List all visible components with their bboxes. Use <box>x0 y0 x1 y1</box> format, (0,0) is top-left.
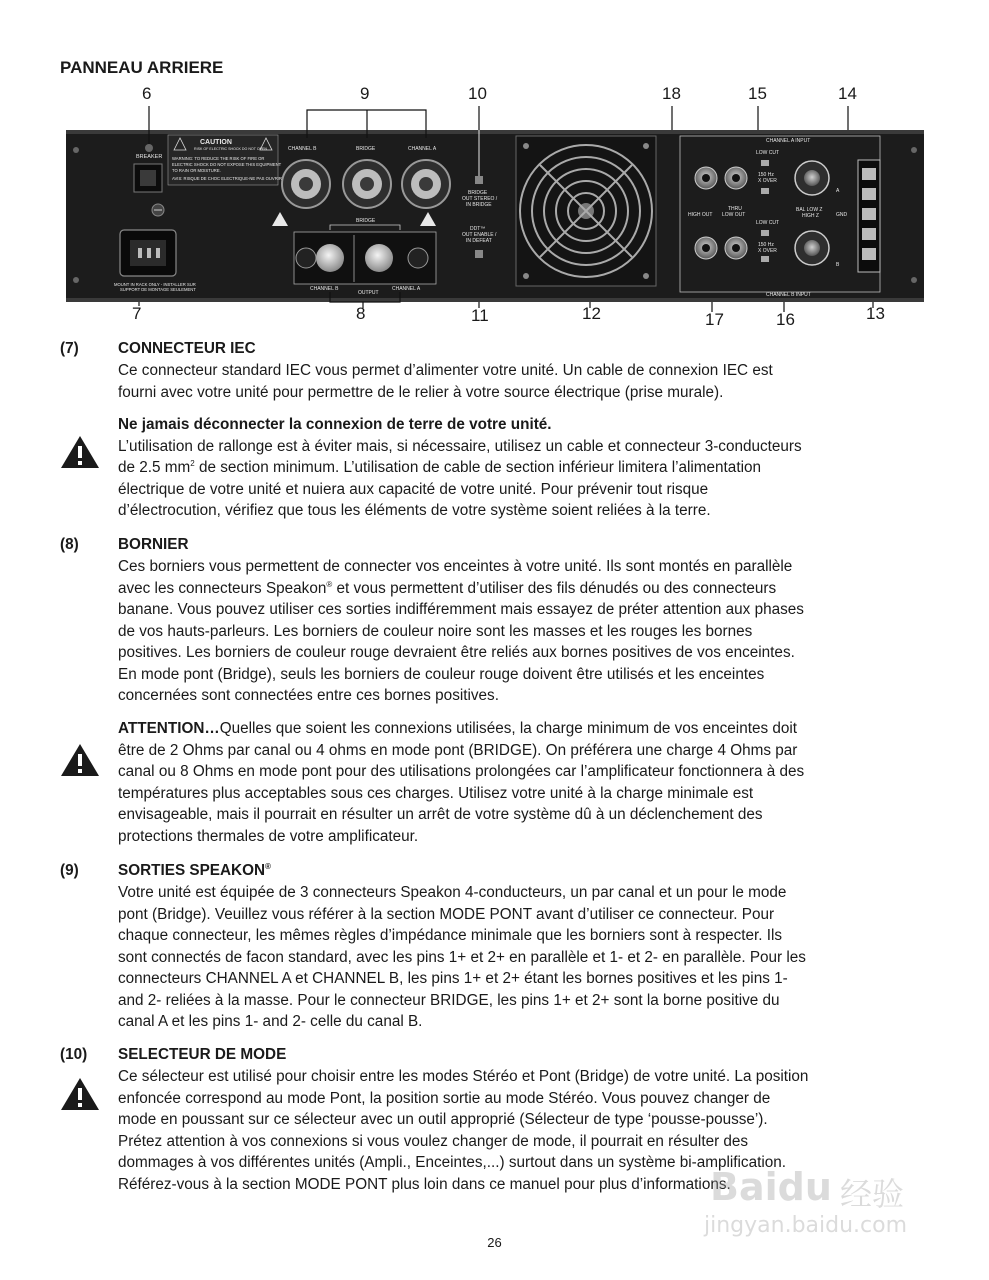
svg-text:B: B <box>836 262 840 268</box>
svg-text:CHANNEL B: CHANNEL B <box>288 146 317 152</box>
section-number: (9) <box>60 862 79 879</box>
svg-text:IN DEFEAT: IN DEFEAT <box>466 238 492 244</box>
bridge-mode-switch <box>475 176 483 184</box>
svg-text:CHANNEL B: CHANNEL B <box>310 286 339 292</box>
svg-text:LOW CUT: LOW CUT <box>756 220 780 226</box>
svg-text:CHANNEL A INPUT: CHANNEL A INPUT <box>766 138 811 144</box>
svg-text:X OVER: X OVER <box>758 178 777 184</box>
svg-text:DDT™: DDT™ <box>470 226 486 232</box>
svg-text:OUTPUT: OUTPUT <box>358 290 379 296</box>
speakon-channel-a <box>402 160 450 208</box>
svg-text:HIGH Z: HIGH Z <box>802 213 819 219</box>
terminal-strip <box>858 160 880 272</box>
section-body: Ces borniers vous permettent de connecter vos enceintes à votre unité. Ils sont montés en parallèle avec les connecteurs Speakon® et vous permettent d’utiliser des fils dénudés ou des connecteurs banane. Vous pouvez utiliser ces sorties indifféremment mais essayez de préter attention aux phases de vos hauts-parleurs. Les borniers de couleur noire sont les masses et les rouges les bornes positives. Les borniers de couleur rouge devraient être reliés aux bornes positives de vos enceintes. En mode pont (Bridge), seuls les borniers de couleur rouge doivent être utilisés et les enceintes concernées sont connectées entre ces bornes positives. <box>118 558 804 704</box>
warning-triangle-icon <box>60 1076 100 1112</box>
warning-triangle-icon <box>60 742 100 778</box>
svg-text:150 Hz: 150 Hz <box>758 242 774 248</box>
section-number: (7) <box>60 340 79 357</box>
callout-9: 9 <box>360 84 370 103</box>
svg-text:BRIDGE: BRIDGE <box>356 218 376 224</box>
svg-text:AVIS: RISQUE DE CHOC ELECTRIQU: AVIS: RISQUE DE CHOC ELECTRIQUE-NE PAS OUVRIR <box>172 176 282 181</box>
section-body: Votre unité est équipée de 3 connecteurs Speakon 4-conducteurs, un par canal et un pour le mode pont (Bridge). Veuillez vous référer à la section MODE PONT avant d’utiliser ce connecteur. Pour chaque connecteur, les mêmes règles d’impédance minimale que les borniers sont à respecter. Ils sont connectés de facon standard, avec les pins 1+ et 2+ en parallèle et 1- et 2- en parallèle. Pour les connecteurs CHANNEL A et CHANNEL B, les pins 1+ et 2+ étant les bornes positives et les pins 1- and 2- reliées à la masse. Pour le connecteur BRIDGE, les pins 1+ et 2+ sont la borne positive du canal A et les pins 1- and 2- celle du canal B. <box>118 884 806 1030</box>
svg-text:HIGH OUT: HIGH OUT <box>688 212 713 218</box>
callout-11: 11 <box>471 306 489 325</box>
svg-text:ELECTRIC SHOCK DO NOT EXPOSE T: ELECTRIC SHOCK DO NOT EXPOSE THIS EQUIPMENT <box>172 162 282 167</box>
svg-text:BRIDGE: BRIDGE <box>468 190 488 196</box>
callout-16: 16 <box>776 310 795 329</box>
svg-text:MOUNT IN RACK ONLY - INSTALLER: MOUNT IN RACK ONLY - INSTALLER SUR <box>114 282 196 287</box>
speakon-channel-b <box>282 160 330 208</box>
ddt-switch <box>475 250 483 258</box>
svg-text:BRIDGE: BRIDGE <box>356 146 376 152</box>
svg-text:LOW CUT: LOW CUT <box>756 150 780 156</box>
svg-text:THRU: THRU <box>728 206 742 212</box>
section-8 <box>60 534 940 707</box>
section-title: BORNIER <box>118 536 189 553</box>
binding-post-red-a <box>365 244 393 272</box>
baidu-watermark: Baidu 经验 jingyan.baidu.com <box>704 1165 908 1238</box>
svg-text:CHANNEL A: CHANNEL A <box>392 286 421 292</box>
callout-13: 13 <box>866 304 885 323</box>
callout-10: 10 <box>468 84 487 103</box>
warning-body: ATTENTION…Quelles que soient les connexions utilisées, la charge minimum de vos enceintes doit être de 2 Ohms par canal ou 4 ohms en mode pont (BRIDGE). On préférera une charge 4 Ohms par canal ou 8 Ohms en mode pont pour des utilisations prolongées car l’amplificateur fonctionnera à des températures plus acceptables sous ces charges. Utilisez votre unité à la charge minimale est envisageable, mais il pourrait en résulter un arrêt de votre système dû à un déclenchement des protections thermales de votre amplificateur. <box>118 720 805 845</box>
cooling-fan <box>516 136 656 286</box>
section-title: SORTIES SPEAKON® <box>118 861 271 879</box>
callout-17: 17 <box>705 310 724 329</box>
callout-15: 15 <box>748 84 767 103</box>
warning-attention <box>60 718 940 847</box>
svg-text:SUPPORT DE MONTAGE SEULEMENT: SUPPORT DE MONTAGE SEULEMENT <box>120 287 196 292</box>
svg-text:OUT STEREO /: OUT STEREO / <box>462 196 498 202</box>
svg-text:RISK OF ELECTRIC SHOCK DO NOT: RISK OF ELECTRIC SHOCK DO NOT OPEN <box>194 147 268 151</box>
section-number: (8) <box>60 536 79 553</box>
amplifier-rear-panel <box>60 80 930 330</box>
section-body: Ce connecteur standard IEC vous permet d’alimenter votre unité. Un cable de connexion IEC est fourni avec votre unité pour permettre de le relier à votre source électrique (prise murale). <box>118 362 773 401</box>
page-title: PANNEAU ARRIERE <box>60 58 224 77</box>
section-title: SELECTEUR DE MODE <box>118 1046 287 1063</box>
section-title: CONNECTEUR IEC <box>118 340 256 357</box>
svg-text:CHANNEL B INPUT: CHANNEL B INPUT <box>766 292 811 298</box>
section-number: (10) <box>60 1046 88 1063</box>
svg-text:A: A <box>836 188 840 194</box>
rear-panel-figure <box>60 80 930 330</box>
section-body: Ce sélecteur est utilisé pour choisir entre les modes Stéréo et Pont (Bridge) de votre unité. La position enfoncée correspond au mode Pont, la position sortie au mode Stéréo. Vous pouvez changer de mode en poussant sur ce sélecteur avec un outil approprié (Sélecteur de type ‘pousse-pousse’). Prétez attention à vos connexions si vous voulez changer de mode, il pourrait en résulter des dommages à vos différentes unités (Ampli., Enceintes,...) surtout dans un système bi-amplification. Référez-vous à la section MODE PONT plus loin dans ce manuel pour plus d’informations. <box>118 1068 809 1193</box>
svg-text:WARNING: TO REDUCE THE RISK OF: WARNING: TO REDUCE THE RISK OF FIRE OR <box>172 156 265 161</box>
callout-18: 18 <box>662 84 681 103</box>
binding-post-red-b <box>316 244 344 272</box>
svg-text:BAL LOW Z: BAL LOW Z <box>796 207 823 213</box>
callout-14: 14 <box>838 84 857 103</box>
svg-text:TO RAIN OR MOISTURE.: TO RAIN OR MOISTURE. <box>172 168 221 173</box>
svg-text:LOW OUT: LOW OUT <box>722 212 746 218</box>
speakon-bridge <box>343 160 391 208</box>
callout-7: 7 <box>132 304 142 323</box>
callout-6: 6 <box>142 84 152 103</box>
section-9 <box>60 860 940 1033</box>
callout-8: 8 <box>356 304 366 323</box>
callout-12: 12 <box>582 304 601 323</box>
page-number: 26 <box>487 1235 502 1250</box>
warning-ground <box>60 414 940 522</box>
svg-text:CAUTION: CAUTION <box>200 139 232 146</box>
warning-body: Ne jamais déconnecter la connexion de terre de votre unité. L’utilisation de rallonge est à éviter mais, si nécessaire, utilisez un cable et connecteur 3-conducteurs de 2.5 $mm^2$ de section minimum. L’utilisation de cable de section inférieur limitera l’alimentation électrique de votre unité et nuiera aux capacité de votre unité. Pour prévenir tout risque d’électrocution, vérifiez que tous les éléments de votre système soient reliées à la terre. <box>118 416 802 519</box>
svg-text:150 Hz: 150 Hz <box>758 172 774 178</box>
svg-text:OUT ENABLE /: OUT ENABLE / <box>462 232 497 238</box>
svg-text:CHANNEL A: CHANNEL A <box>408 146 437 152</box>
svg-text:IN BRIDGE: IN BRIDGE <box>466 202 492 208</box>
svg-text:GND: GND <box>836 212 848 218</box>
warning-triangle-icon <box>60 434 100 470</box>
label-breaker: BREAKER <box>136 154 163 160</box>
svg-text:X OVER: X OVER <box>758 248 777 254</box>
section-7 <box>60 338 940 403</box>
